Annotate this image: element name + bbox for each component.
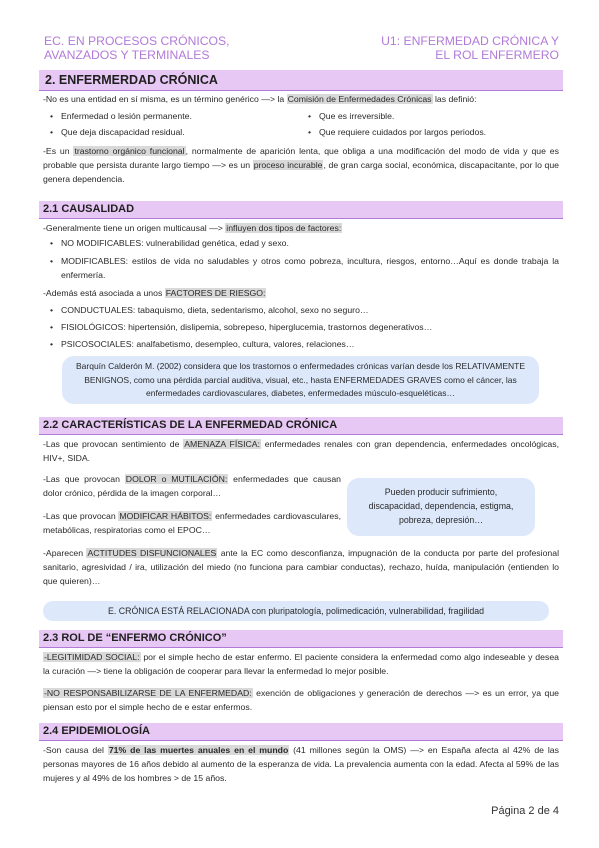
actitudes-paragraph — [43, 546, 559, 588]
note-box-barquin: Barquín Calderón M. (2002) considera que los trastornos o enfermedades crónicas varían desde los RELATIVAMENTE BENIGNOS, como una pérdida parcial auditiva, visual, etc., hasta ENFERMEDADES GRAVES como el cáncer, las enfermedades cardiovasculares, diabetes, enfermedades músculo-esqueléticas… — [62, 356, 539, 404]
factores-list — [43, 236, 559, 282]
text-fragment: -Además está asociada a unos — [43, 288, 165, 298]
text-fragment: ante la EC como desconfianza, impugnación de la conducta por parte del profesional sanitario, agresividad / ira, utilización del miedo (no funciona para cambiar conductas), rechazo, huída, manipulación (entienden lo que quieren)… — [43, 548, 560, 586]
list-item: • NO MODIFICABLES: vulnerabilidad genética, edad y sexo. — [43, 236, 559, 250]
highlight-dolor: DOLOR o MUTILACIÓN: — [125, 474, 228, 484]
text-fragment: E. CRÓNICA ESTÁ RELACIONADA — [107, 606, 250, 616]
highlight-trastorno: trastorno orgánico funcional — [74, 146, 185, 156]
text-fragment: -Son causa del — [43, 745, 108, 755]
highlight-proceso-incurable: proceso incurable — [253, 160, 323, 170]
header-unit-line2: EL ROL ENFERMERO — [435, 48, 559, 62]
text-fragment: (41 millones según la OMS) —> en España afecta al 42% de las personas mayores de 16 años debido al aumento de la esperanza de vida. La prevalencia aumenta con la edad. Afecta al 59% de las mujeres y al 49% de los hombres > de 15 años. — [43, 745, 559, 783]
text-fragment: -Las que provocan sentimiento de — [43, 439, 184, 449]
list-item: • Enfermedad o lesión permanente. — [43, 109, 301, 123]
rol-no-responsabilizarse — [43, 686, 559, 714]
section-causalidad-body — [43, 221, 559, 351]
section-heading-rol: 2.3 ROL DE “ENFERMO CRÓNICO” — [39, 630, 563, 648]
header-subject-line1: EC. EN PROCESOS CRÓNICOS, — [44, 34, 230, 48]
text-fragment: -Las que provocan — [43, 474, 125, 484]
list-item: • Que deja discapacidad residual. — [43, 125, 301, 139]
highlight-factores: influyen dos tipos de factores: — [226, 223, 342, 233]
causalidad-intro — [43, 221, 559, 235]
text-fragment: -Generalmente tiene un origen multicausal —> — [43, 223, 226, 233]
text-fragment: con pluripatología, polimedicación, vulnerabilidad, fragilidad — [249, 606, 484, 616]
caracteristicas-intro — [43, 437, 559, 465]
section-heading-epidemiologia: 2.4 EPIDEMIOLOGÍA — [39, 723, 563, 741]
text-fragment: , de gran carga social, económica, discapacitante, por lo que genera dependencia. — [43, 160, 560, 184]
bullet-list-left — [43, 109, 301, 139]
list-item: • CONDUCTUALES: tabaquismo, dieta, sedentarismo, alcohol, sexo no seguro… — [43, 303, 559, 317]
section-heading-enfermedad-cronica: 2. ENFERMERDAD CRÓNICA — [39, 70, 563, 91]
text-fragment: , normalmente de aparición lenta, que obliga a una modificación del modo de vida y que es probable que persista durante largo tiempo —> es un — [43, 146, 559, 170]
list-item: • FISIOLÓGICOS: hipertensión, dislipemia, sobrepeso, hiperglucemia, trastornos degenerativos… — [43, 320, 559, 334]
list-item: • Que requiere cuidados por largos periodos. — [301, 125, 559, 139]
highlight-actitudes: ACTITUDES DISFUNCIONALES — [87, 548, 217, 558]
highlight-no-responsabilizarse: -NO RESPONSABILIZARSE DE LA ENFERMEDAD: — [44, 688, 252, 698]
highlight-legitimidad: -LEGITIMIDAD SOCIAL: — [44, 652, 140, 662]
highlight-comision: Comisión de Enfermedades Crónicas — [287, 94, 432, 104]
page-number: Página 2 de 4 — [491, 805, 559, 817]
text-fragment: -Las que provocan — [43, 511, 119, 521]
section-heading-causalidad: 2.1 CAUSALIDAD — [39, 201, 563, 219]
text-fragment: -Es un — [43, 146, 74, 156]
text-fragment: exención de obligaciones y generación de derechos —> es un error, ya que piensan esto por el simple hecho de e estar enfermos. — [43, 688, 560, 712]
caracteristicas-dolor — [43, 472, 341, 500]
bullet-list-right — [301, 109, 559, 139]
text-fragment: enfermedades cardiovasculares, metabólicas, respiratorias como el EPOC… — [43, 511, 341, 535]
riesgo-list — [43, 303, 559, 351]
highlight-habitos: MODIFICAR HÁBITOS: — [119, 511, 212, 521]
text-fragment: las definió: — [432, 94, 477, 104]
text-fragment: enfermedades que causan dolor crónico, pérdida de la imagen corporal… — [43, 474, 342, 498]
list-item: • PSICOSOCIALES: analfabetismo, desempleo, cultura, valores, relaciones… — [43, 337, 559, 351]
text-fragment: -Aparecen — [43, 548, 87, 558]
definition-bullets — [43, 109, 559, 139]
list-item: • Que es irreversible. — [301, 109, 559, 123]
highlight-factores-riesgo: FACTORES DE RIESGO: — [165, 288, 266, 298]
text-fragment: enfermedades renales con gran dependencia, enfermedades oncológicas, HIV+, SIDA. — [43, 439, 559, 463]
rol-legitimidad — [43, 650, 559, 678]
section-2-definition — [43, 92, 559, 186]
text-fragment: -No es una entidad en sí misma, es un término genérico —> la — [43, 94, 287, 104]
text-fragment: por el simple hecho de estar enfermo. El paciente considera la enfermedad como algo indeseable y desea la curación —> tiene la obligación de cooperar para llevar la enfermedad lo mejor posible. — [43, 652, 559, 676]
definition-paragraph — [43, 144, 559, 186]
document-header-unit — [381, 34, 559, 62]
riesgo-intro — [43, 286, 559, 300]
highlight-amenaza: AMENAZA FÍSICA: — [184, 439, 260, 449]
list-item: • MODIFICABLES: estilos de vida no saludables y otros como pobreza, incultura, riesgos, entorno…Aquí es donde trabaja la enfermería. — [43, 254, 559, 282]
definition-intro — [43, 92, 559, 106]
banner-cronica-relacionada — [43, 601, 549, 621]
epidemiologia-paragraph — [43, 743, 559, 785]
highlight-71-percent: 71% de las muertes anuales en el mundo — [108, 745, 289, 755]
section-heading-caracteristicas: 2.2 CARACTERÍSTICAS DE LA ENFERMEDAD CRÓNICA — [39, 417, 563, 435]
side-note-sufrimiento: Pueden producir sufrimiento, discapacidad, dependencia, estigma, pobreza, depresión… — [347, 478, 535, 536]
header-unit-line1: U1: ENFERMEDAD CRÓNICA Y — [381, 34, 559, 48]
document-header-subject — [44, 34, 230, 62]
caracteristicas-habitos — [43, 509, 341, 537]
header-subject-line2: AVANZADOS Y TERMINALES — [44, 48, 210, 62]
